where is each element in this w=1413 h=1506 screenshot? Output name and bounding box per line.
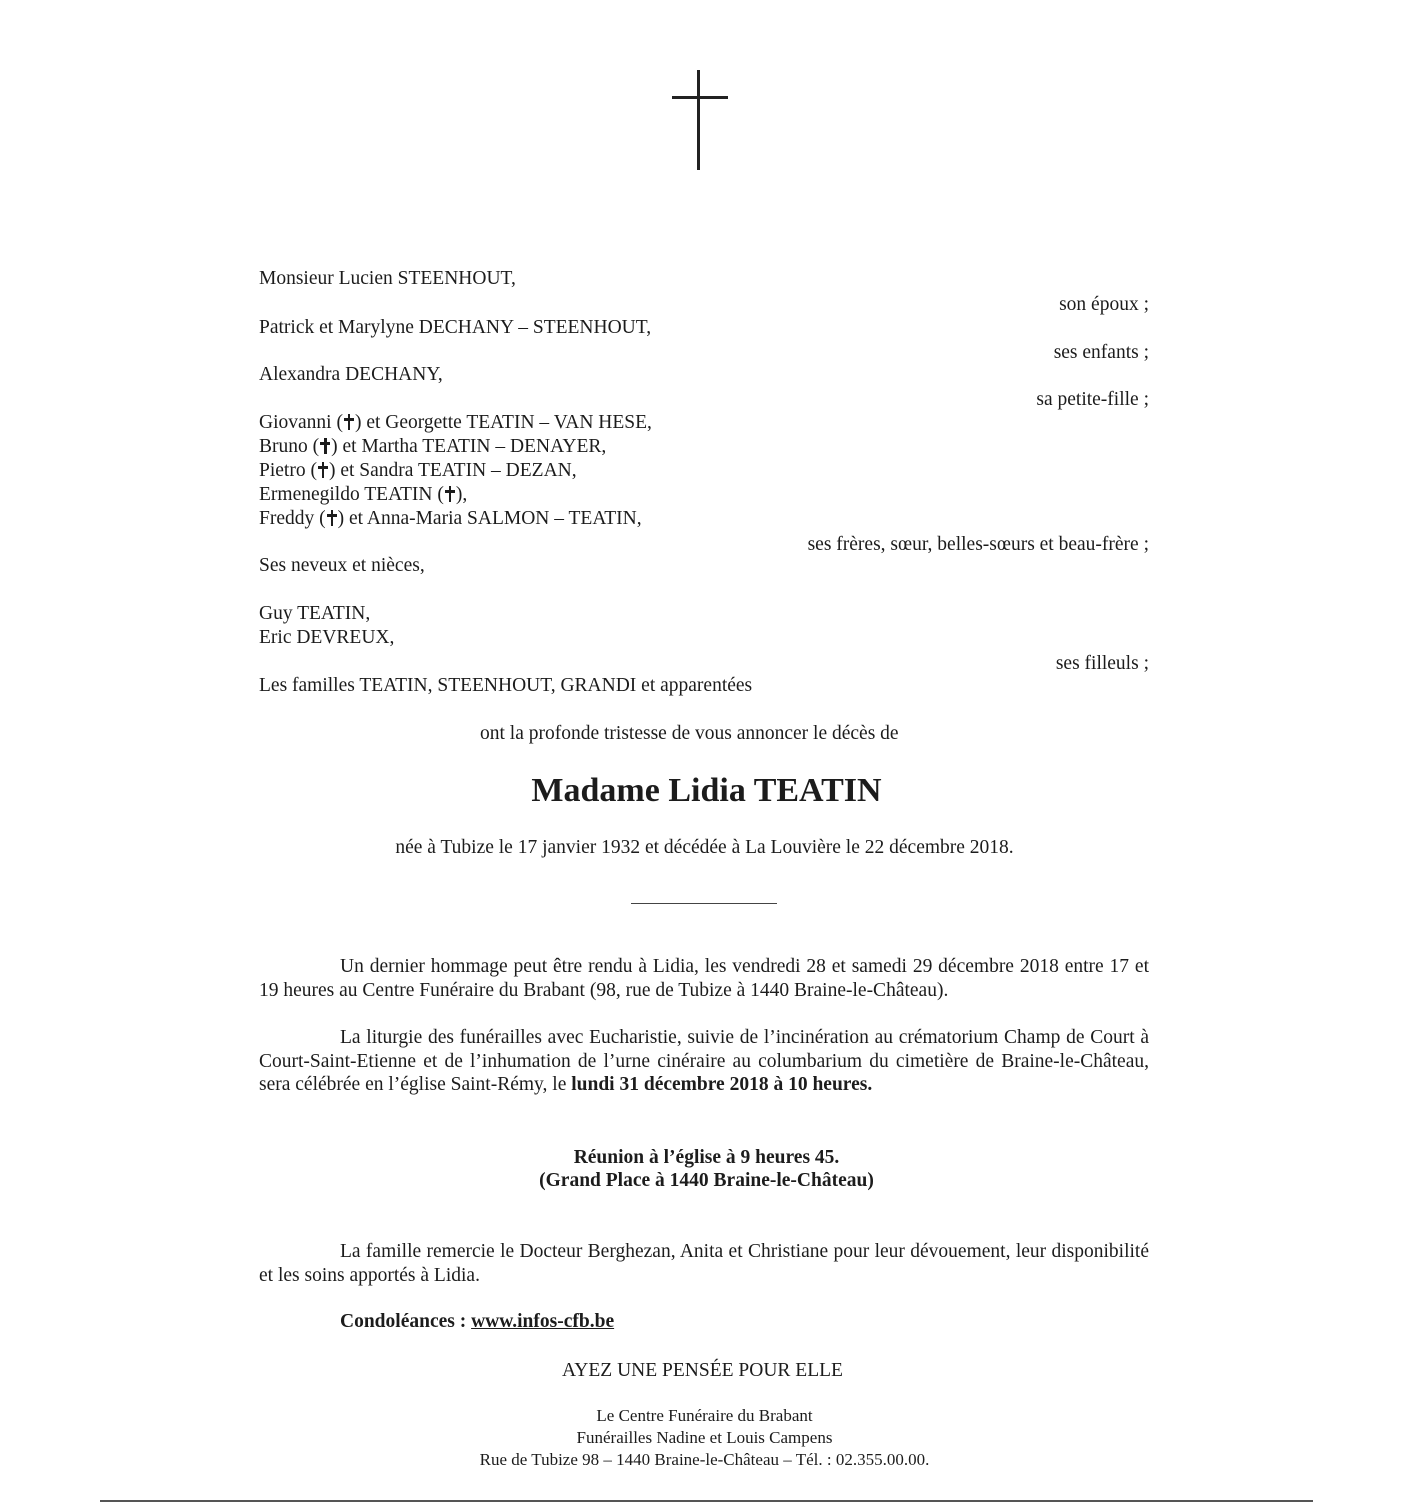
family-children: Patrick et Marylyne DECHANY – STEENHOUT, bbox=[259, 317, 652, 338]
godchild-line: Guy TEATIN, bbox=[259, 603, 371, 624]
sibling-line: Giovanni ( ) et Georgette TEATIN – VAN HESE, bbox=[259, 412, 652, 433]
relation-spouse: son époux ; bbox=[1059, 294, 1149, 315]
deceased-cross-icon bbox=[327, 510, 337, 526]
family-spouse: Monsieur Lucien STEENHOUT, bbox=[259, 268, 516, 289]
reunion-time: Réunion à l’église à 9 heures 45. bbox=[573, 1147, 840, 1168]
footer-line: Funérailles Nadine et Louis Campens bbox=[576, 1428, 833, 1447]
ceremony-date: lundi 31 décembre 2018 à 10 heures. bbox=[571, 1074, 873, 1095]
reunion-place: (Grand Place à 1440 Braine-le-Château) bbox=[539, 1170, 874, 1191]
cross-icon bbox=[672, 70, 728, 170]
sibling-line: Ermenegildo TEATIN ( ), bbox=[259, 484, 468, 505]
deceased-cross-icon bbox=[445, 486, 455, 502]
deceased-cross-icon bbox=[344, 414, 354, 430]
thanks-paragraph: La famille remercie le Docteur Berghezan, Anita et Christiane pour leur dévouement, leur disponibilité et les soins apportés à Lidia. bbox=[259, 1241, 1149, 1286]
family-related: Les familles TEATIN, STEENHOUT, GRANDI et apparentées bbox=[259, 675, 753, 696]
bottom-rule bbox=[100, 1500, 1313, 1502]
liturgie-paragraph: La liturgie des funérailles avec Eucharistie, suivie de l’incinération au crématorium Champ de Court à Court-Saint-Etienne et de l’inhumation de l’urne cinéraire au columbarium du cimetière de Braine-le-Château, sera célébrée en l’église Saint-Rémy, le lundi 31 décembre 2018 à 10 heures. bbox=[259, 1027, 1149, 1095]
hommage-paragraph: Un dernier hommage peut être rendu à Lidia, les vendredi 28 et samedi 29 décembre 2018 entre 17 et 19 heures au Centre Funéraire du Brabant (98, rue de Tubize à 1440 Braine-le-Château). bbox=[259, 956, 1149, 1001]
deceased-cross-icon bbox=[318, 462, 328, 478]
divider bbox=[631, 903, 777, 904]
announce-text: ont la profonde tristesse de vous annoncer le décès de bbox=[480, 723, 899, 744]
deceased-name: Madame Lidia TEATIN bbox=[531, 772, 882, 809]
condolences-label: Condoléances : bbox=[340, 1311, 472, 1332]
family-granddaughter: Alexandra DECHANY, bbox=[259, 364, 443, 385]
sibling-line: Freddy ( ) et Anna-Maria SALMON – TEATIN, bbox=[259, 508, 642, 529]
relation-granddaughter: sa petite-fille ; bbox=[1036, 389, 1149, 410]
condolences-line bbox=[340, 1310, 614, 1333]
sibling-line: Pietro ( ) et Sandra TEATIN – DEZAN, bbox=[259, 460, 577, 481]
sibling-line: Bruno ( ) et Martha TEATIN – DENAYER, bbox=[259, 436, 607, 457]
footer-line: Rue de Tubize 98 – 1440 Braine-le-Château – Tél. : 02.355.00.00. bbox=[479, 1450, 930, 1469]
deceased-cross-icon bbox=[320, 438, 330, 454]
footer-line: Le Centre Funéraire du Brabant bbox=[596, 1406, 813, 1425]
relation-siblings: ses frères, sœur, belles-sœurs et beau-frère ; bbox=[807, 534, 1149, 555]
condolences-link[interactable]: www.infos-cfb.be bbox=[471, 1311, 615, 1332]
birth-death-text: née à Tubize le 17 janvier 1932 et décédée à La Louvière le 22 décembre 2018. bbox=[395, 837, 1014, 858]
relation-children: ses enfants ; bbox=[1053, 342, 1149, 363]
family-nephews: Ses neveux et nièces, bbox=[259, 555, 425, 576]
relation-godchildren: ses filleuls ; bbox=[1055, 653, 1149, 674]
pensee-text: AYEZ UNE PENSÉE POUR ELLE bbox=[562, 1360, 843, 1381]
godchild-line: Eric DEVREUX, bbox=[259, 627, 395, 648]
